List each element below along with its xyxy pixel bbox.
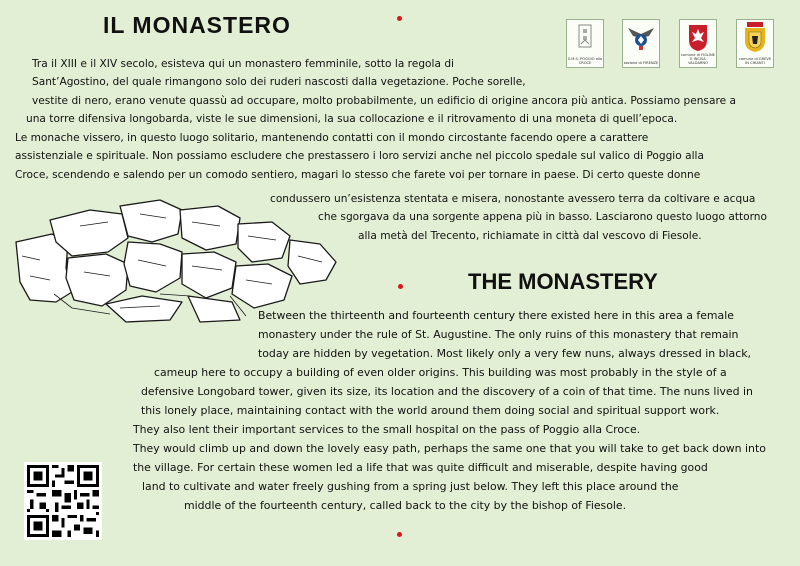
logo-figline (679, 19, 717, 68)
text-line: defensive Longobard tower, given its size, its location and the discovery of a coin of that time. The nuns lived in (141, 385, 753, 398)
text-line: una torre difensiva longobarda, viste le sue dimensioni, la sua collocazione e il ritrovamento di una moneta di quell’epoca. (26, 113, 678, 125)
logo-sms-poggio (566, 19, 604, 68)
ruins-sketch-illustration (10, 196, 340, 326)
cai-eagle-icon (623, 20, 659, 54)
text-line: They also lent their important services to the small hospital on the pass of Poggio alla Croce. (133, 423, 641, 436)
text-line: vestite di nero, erano venute quassù ad occupare, molto probabilmente, un edificio di origine ancora più antica. Possiamo pensare a (32, 95, 736, 107)
text-line: Sant’Agostino, del quale rimangono solo dei ruderi nascosti dalla vegetazione. Poche sorelle, (32, 76, 526, 88)
greve-crest-icon (737, 20, 773, 54)
english-title: THE MONASTERY (468, 269, 658, 294)
text-line: Tra il XIII e il XIV secolo, esisteva qui un monastero femminile, sotto la regola di (32, 58, 454, 70)
text-line: cameup here to occupy a building of even older origins. This building was most probably in the style of a (154, 366, 727, 379)
poggio-crest-icon (567, 20, 603, 54)
text-line: land to cultivate and water freely gushing from a spring just below. They left this place around the (142, 480, 679, 493)
text-line: today are hidden by vegetation. Most likely only a very few nuns, always dressed in black, (258, 347, 751, 360)
logo-caption: sezione di FIRENZE (623, 61, 659, 65)
logo-caption: comune di FIGLINE E INCISA VALDARNO (681, 53, 715, 65)
logo-caption: comune di GREVE IN CHIANTI (738, 57, 772, 65)
logo-caption: S.M.S. POGGIO alla CROCE (567, 57, 603, 65)
text-line: the village. For certain these women led a life that was quite difficult and miserable, despite having good (133, 461, 708, 474)
figline-lily-icon (680, 20, 716, 54)
text-line: monastery under the rule of St. Augustine. The only ruins of this monastery that remain (258, 328, 739, 341)
red-dot-top (397, 16, 402, 21)
text-line: this lonely place, maintaining contact with the world around them doing social and spiritual support work. (141, 404, 720, 417)
red-dot-bottom (397, 532, 402, 537)
italian-title: IL MONASTERO (103, 12, 291, 38)
text-line: middle of the fourteenth century, called back to the city by the bishop of Fiesole. (184, 499, 627, 512)
logo-cai-firenze (622, 19, 660, 68)
text-line: alla metà del Trecento, richiamate in città dal vescovo di Fiesole. (358, 230, 702, 242)
text-line: They would climb up and down the lovely easy path, perhaps the same one that you will take to get back down into (133, 442, 766, 455)
text-line: Croce, scendendo e salendo per un comodo sentiero, magari lo stesso che farete voi per tornare in paese. Di certo queste donne (15, 169, 701, 181)
logo-greve (736, 19, 774, 68)
qr-code[interactable] (24, 462, 102, 540)
red-dot-middle (398, 284, 403, 289)
text-line: assistenziale e spirituale. Non possiamo escludere che prestassero i loro servizi anche nel piccolo spedale sul valico di Poggio alla (15, 150, 704, 162)
text-line: Between the thirteenth and fourteenth century there existed here in this area a female (258, 309, 734, 322)
text-line: Le monache vissero, in questo luogo solitario, mantenendo contatti con il mondo circostante facendo opere a carattere (15, 132, 649, 144)
text-line: condussero un’esistenza stentata e misera, nonostante avessero terra da coltivare e acqua (270, 193, 756, 205)
text-line: che sgorgava da una sorgente appena più in basso. Lasciarono questo luogo attorno (318, 211, 767, 223)
